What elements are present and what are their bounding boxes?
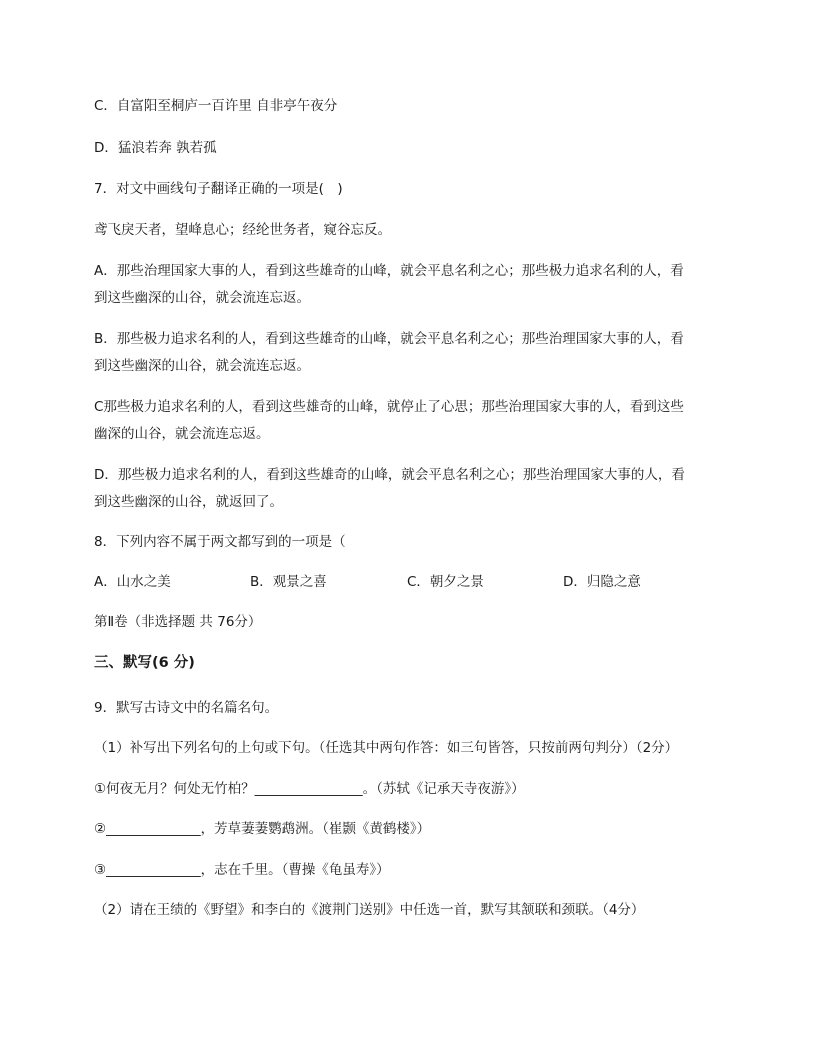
- q9-stem: 9．默写古诗文中的名篇名句。: [94, 700, 279, 716]
- section-3-heading: 三、默写(6 分): [94, 655, 195, 671]
- q9-part2-instructions: （2）请在王绩的《野望》和李白的《渡荆门送别》中任选一首，默写其颔联和颈联。（4分）: [94, 902, 645, 918]
- q9-item-1: ①何夜无月？何处无竹柏？________________。（苏轼《记承天寺夜游》）: [94, 781, 525, 797]
- q8-stem: 8．下列内容不属于两文都写到的一项是（: [94, 534, 346, 550]
- q8-option-c: C．朝夕之景: [407, 574, 484, 590]
- q9-item-3: ③______________，志在千里。（曹操《龟虽寿》）: [94, 862, 390, 878]
- q7-option-b-line1: B．那些极力追求名利的人，看到这些雄奇的山峰，就会平息名利之心；那些治理国家大事的人，看: [94, 331, 684, 347]
- q6-option-d: D．猛浪若奔 孰若孤: [94, 140, 217, 156]
- q9-part1-instructions: （1）补写出下列名句的上句或下句。（任选其中两句作答：如三句皆答，只按前两句判分）（2分）: [94, 740, 679, 756]
- q7-option-a-line1: A．那些治理国家大事的人，看到这些雄奇的山峰，就会平息名利之心；那些极力追求名利的人，看: [94, 263, 684, 279]
- q8-option-d: D．归隐之意: [563, 574, 641, 590]
- q6-option-c: C．自富阳至桐庐一百许里 自非亭午夜分: [94, 98, 338, 114]
- q8-option-b: B．观景之喜: [250, 574, 327, 590]
- q7-option-c-line1: C那些极力追求名利的人，看到这些雄奇的山峰，就停止了心思；那些治理国家大事的人，看到这些: [94, 399, 684, 415]
- q7-quote: 鸢飞戾天者，望峰息心；经纶世务者，窥谷忘反。: [94, 222, 391, 238]
- section-2-title: 第Ⅱ卷（非选择题 共 76分）: [94, 614, 262, 630]
- q7-stem: 7．对文中画线句子翻译正确的一项是( ): [94, 181, 343, 197]
- q7-option-c-line2: 幽深的山谷，就会流连忘返。: [94, 426, 270, 442]
- q7-option-d-line2: 到这些幽深的山谷，就返回了。: [94, 494, 283, 510]
- q8-option-a: A．山水之美: [94, 574, 171, 590]
- q7-option-d-line1: D．那些极力追求名利的人，看到这些雄奇的山峰，就会平息名利之心；那些治理国家大事的人，看: [94, 467, 685, 483]
- q7-option-b-line2: 到这些幽深的山谷，就会流连忘返。: [94, 358, 310, 374]
- q9-item-2: ②______________，芳草萋萋鹦鹉洲。（崔颢《黄鹤楼》）: [94, 821, 431, 837]
- q7-option-a-line2: 到这些幽深的山谷，就会流连忘返。: [94, 290, 310, 306]
